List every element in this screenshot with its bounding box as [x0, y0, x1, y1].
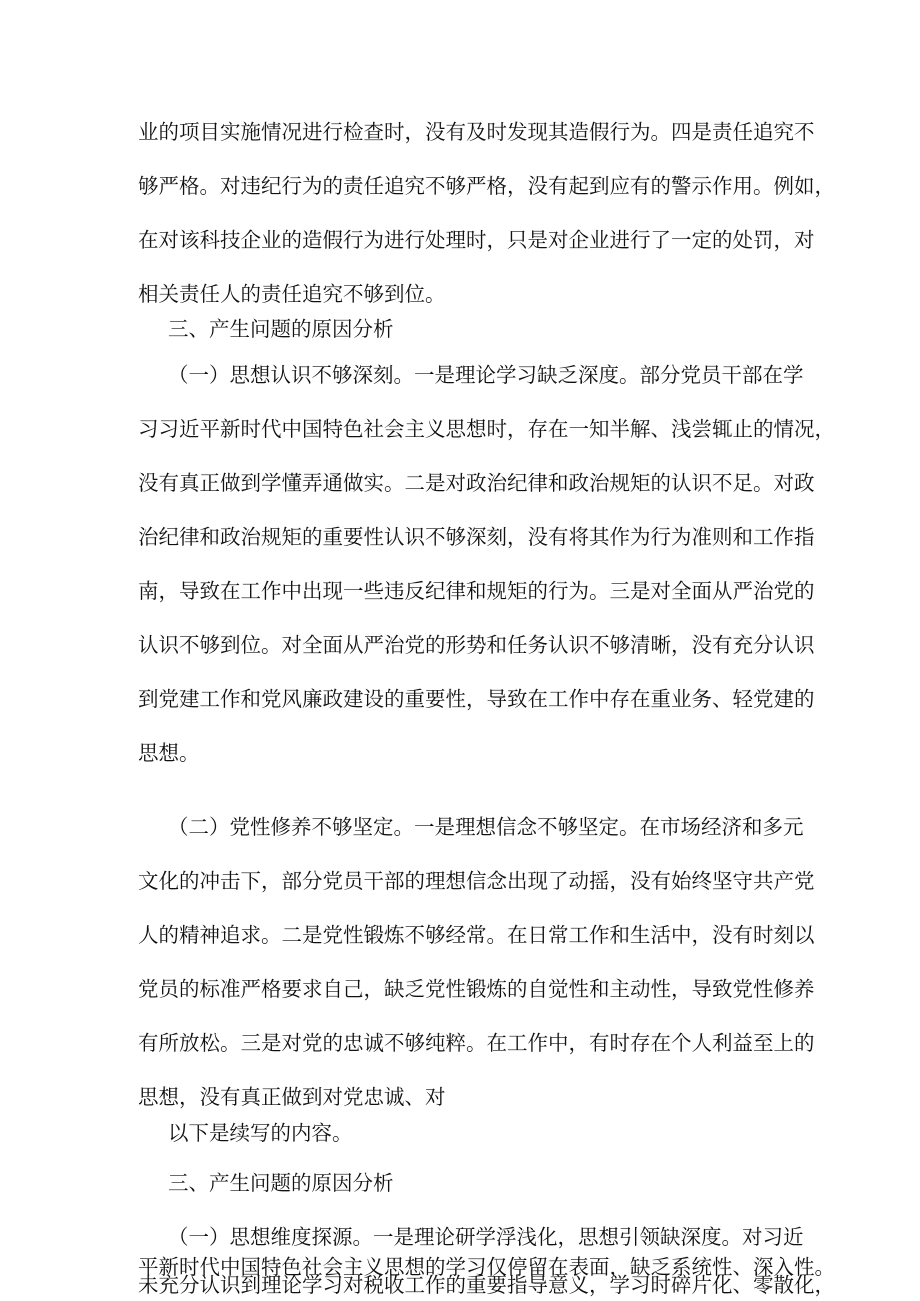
text-line: 到党建工作和党风廉政建设的重要性，导致在工作中存在重业务、轻党建的	[138, 687, 815, 711]
text-line: 没有真正做到学懂弄通做实。二是对政治纪律和政治规矩的认识不足。对政	[138, 471, 815, 495]
text-line: 未充分认识到理论学习对税收工作的重要指导意义，学习时碎片化、零散化，	[138, 1273, 835, 1297]
text-line: 南，导致在工作中出现一些违反纪律和规矩的行为。三是对全面从严治党的	[138, 579, 815, 603]
text-line: 思想。	[138, 741, 200, 765]
text-line: （一）思想维度探源。一是理论研学浮浅化，思想引领缺深度。对习近	[168, 1225, 804, 1249]
text-line: 党员的标准严格要求自己，缺乏党性锻炼的自觉性和主动性，导致党性修养	[138, 977, 815, 1001]
text-line: 平新时代中国特色社会主义思想的学习仅停留在表面，缺乏系统性、深入性。	[138, 1255, 835, 1279]
text-line: 习习近平新时代中国特色社会主义思想时，存在一知半解、浅尝辄止的情况，	[138, 417, 835, 441]
text-line: 文化的冲击下，部分党员干部的理想信念出现了动摇，没有始终坚守共产党	[138, 869, 815, 893]
text-line: 在对该科技企业的造假行为进行处理时，只是对企业进行了一定的处罚，对	[138, 228, 815, 252]
text-line: 认识不够到位。对全面从严治党的形势和任务认识不够清晰，没有充分认识	[138, 633, 815, 657]
text-line: 够严格。对违纪行为的责任追究不够严格，没有起到应有的警示作用。例如，	[138, 174, 835, 198]
text-line: （二）党性修养不够坚定。一是理想信念不够坚定。在市场经济和多元	[168, 815, 804, 839]
text-line: （一）思想认识不够深刻。一是理论学习缺乏深度。部分党员干部在学	[168, 363, 804, 387]
text-line: 治纪律和政治规矩的重要性认识不够深刻，没有将其作为行为准则和工作指	[138, 525, 815, 549]
text-line: 相关责任人的责任追究不够到位。	[138, 282, 446, 306]
section-heading: 三、产生问题的原因分析	[168, 1171, 394, 1195]
section-heading: 三、产生问题的原因分析	[168, 317, 394, 341]
text-line: 思想，没有真正做到对党忠诚、对	[138, 1085, 446, 1109]
text-line: 业的项目实施情况进行检查时，没有及时发现其造假行为。四是责任追究不	[138, 120, 815, 144]
text-line: 人的精神追求。二是党性锻炼不够经常。在日常工作和生活中，没有时刻以	[138, 923, 815, 947]
continuation-note: 以下是续写的内容。	[168, 1121, 353, 1145]
text-line: 有所放松。三是对党的忠诚不够纯粹。在工作中，有时存在个人利益至上的	[138, 1031, 815, 1055]
